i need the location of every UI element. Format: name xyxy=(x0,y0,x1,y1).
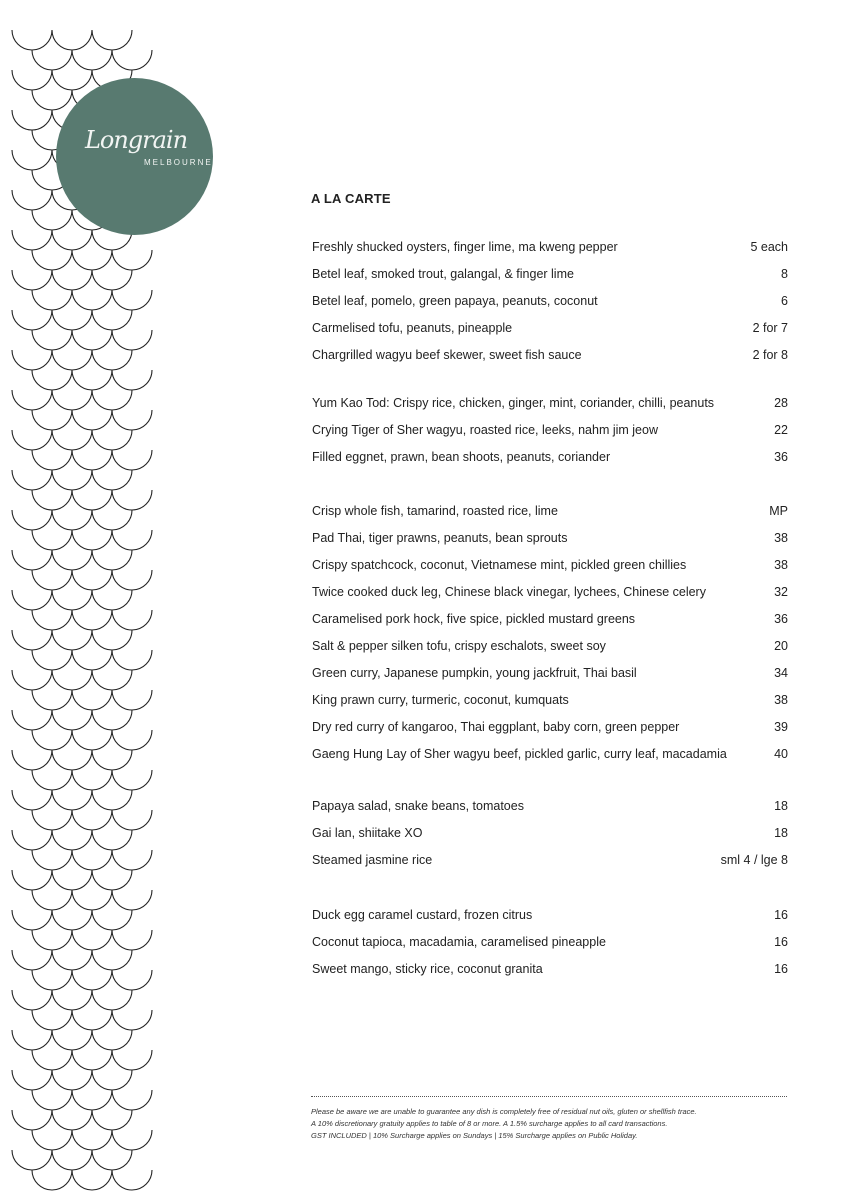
logo-subtitle: MELBOURNE xyxy=(144,158,213,167)
menu-item-price: 18 xyxy=(774,799,788,813)
menu-item-price: 16 xyxy=(774,962,788,976)
menu-item-name: Gaeng Hung Lay of Sher wagyu beef, pickled garlic, curry leaf, macadamia xyxy=(312,747,727,761)
menu-item-price: 38 xyxy=(774,693,788,707)
menu-item-price: 38 xyxy=(774,558,788,572)
menu-item xyxy=(312,529,788,547)
menu-item-price: 34 xyxy=(774,666,788,680)
menu-item-name: King prawn curry, turmeric, coconut, kumquats xyxy=(312,693,569,707)
menu-item-name: Chargrilled wagyu beef skewer, sweet fish sauce xyxy=(312,348,582,362)
menu-item-price: 40 xyxy=(774,747,788,761)
menu-item-price: 2 for 8 xyxy=(752,348,788,362)
menu-item-price: 36 xyxy=(774,450,788,464)
menu-item xyxy=(312,448,788,466)
menu-item-price: sml 4 / lge 8 xyxy=(720,853,788,867)
menu-item-price: 6 xyxy=(781,294,788,308)
footer-note-allergens: Please be aware we are unable to guarantee any dish is completely free of residual nut oils, gluten or shellfish trace. xyxy=(311,1107,697,1116)
menu-heading: A LA CARTE xyxy=(311,191,391,206)
menu-item xyxy=(312,238,788,256)
menu-item-price: 32 xyxy=(774,585,788,599)
menu-item-name: Betel leaf, smoked trout, galangal, & finger lime xyxy=(312,267,574,281)
menu-item xyxy=(312,691,788,709)
menu-item-name: Salt & pepper silken tofu, crispy eschalots, sweet soy xyxy=(312,639,606,653)
menu-item xyxy=(312,637,788,655)
menu-item xyxy=(312,664,788,682)
menu-item-name: Gai lan, shiitake XO xyxy=(312,826,423,840)
menu-item-name: Crying Tiger of Sher wagyu, roasted rice, leeks, nahm jim jeow xyxy=(312,423,658,437)
menu-item-name: Sweet mango, sticky rice, coconut granita xyxy=(312,962,543,976)
menu-item xyxy=(312,851,788,869)
restaurant-logo xyxy=(56,78,213,235)
menu-item xyxy=(312,797,788,815)
menu-item-name: Betel leaf, pomelo, green papaya, peanuts, coconut xyxy=(312,294,598,308)
menu-item-name: Carmelised tofu, peanuts, pineapple xyxy=(312,321,513,335)
menu-item-price: 38 xyxy=(774,531,788,545)
menu-item-name: Papaya salad, snake beans, tomatoes xyxy=(312,799,524,813)
menu-item-price: 18 xyxy=(774,826,788,840)
menu-item-price: 22 xyxy=(774,423,788,437)
menu-item xyxy=(312,421,788,439)
menu-item-name: Green curry, Japanese pumpkin, young jackfruit, Thai basil xyxy=(312,666,637,680)
menu-item xyxy=(312,610,788,628)
menu-item-price: 16 xyxy=(774,908,788,922)
footer-note-gratuity: A 10% discretionary gratuity applies to table of 8 or more. A 1.5% surcharge applies to all card transactions. xyxy=(311,1119,668,1128)
menu-item-name: Duck egg caramel custard, frozen citrus xyxy=(312,908,533,922)
menu-item xyxy=(312,718,788,736)
menu-item xyxy=(312,906,788,924)
menu-item-name: Crispy spatchcock, coconut, Vietnamese mint, pickled green chillies xyxy=(312,558,687,572)
footer-note-surcharges: GST INCLUDED | 10% Surcharge applies on Sundays | 15% Surcharge applies on Public Holiday. xyxy=(311,1131,638,1140)
menu-item xyxy=(312,346,788,364)
menu-item-price: 28 xyxy=(774,396,788,410)
menu-item xyxy=(312,556,788,574)
menu-item xyxy=(312,583,788,601)
footer-divider xyxy=(311,1096,787,1097)
menu-item xyxy=(312,292,788,310)
menu-item xyxy=(312,824,788,842)
menu-item-price: 16 xyxy=(774,935,788,949)
menu-item xyxy=(312,394,788,412)
menu-item-price: 8 xyxy=(781,267,788,281)
menu-item xyxy=(312,933,788,951)
menu-item xyxy=(312,960,788,978)
menu-item-price: 36 xyxy=(774,612,788,626)
menu-item-price: 5 each xyxy=(750,240,788,254)
menu-item-price: MP xyxy=(769,504,788,518)
menu-item-price: 2 for 7 xyxy=(752,321,788,335)
menu-item-name: Dry red curry of kangaroo, Thai eggplant, baby corn, green pepper xyxy=(312,720,680,734)
menu-item-name: Coconut tapioca, macadamia, caramelised pineapple xyxy=(312,935,606,949)
menu-item-price: 20 xyxy=(774,639,788,653)
menu-item-price: 39 xyxy=(774,720,788,734)
menu-item-name: Filled eggnet, prawn, bean shoots, peanuts, coriander xyxy=(312,450,611,464)
menu-item-name: Crisp whole fish, tamarind, roasted rice, lime xyxy=(312,504,558,518)
menu-item xyxy=(312,502,788,520)
menu-item-name: Steamed jasmine rice xyxy=(312,853,433,867)
logo-script: Longrain xyxy=(84,126,188,154)
menu-item-name: Twice cooked duck leg, Chinese black vinegar, lychees, Chinese celery xyxy=(312,585,706,599)
menu-item-name: Caramelised pork hock, five spice, pickled mustard greens xyxy=(312,612,636,626)
menu-item xyxy=(312,265,788,283)
menu-item xyxy=(312,319,788,337)
menu-item xyxy=(312,745,788,763)
menu-item-name: Freshly shucked oysters, finger lime, ma kweng pepper xyxy=(312,240,618,254)
menu-item-name: Yum Kao Tod: Crispy rice, chicken, ginger, mint, coriander, chilli, peanuts xyxy=(312,396,715,410)
menu-item-name: Pad Thai, tiger prawns, peanuts, bean sprouts xyxy=(312,531,568,545)
